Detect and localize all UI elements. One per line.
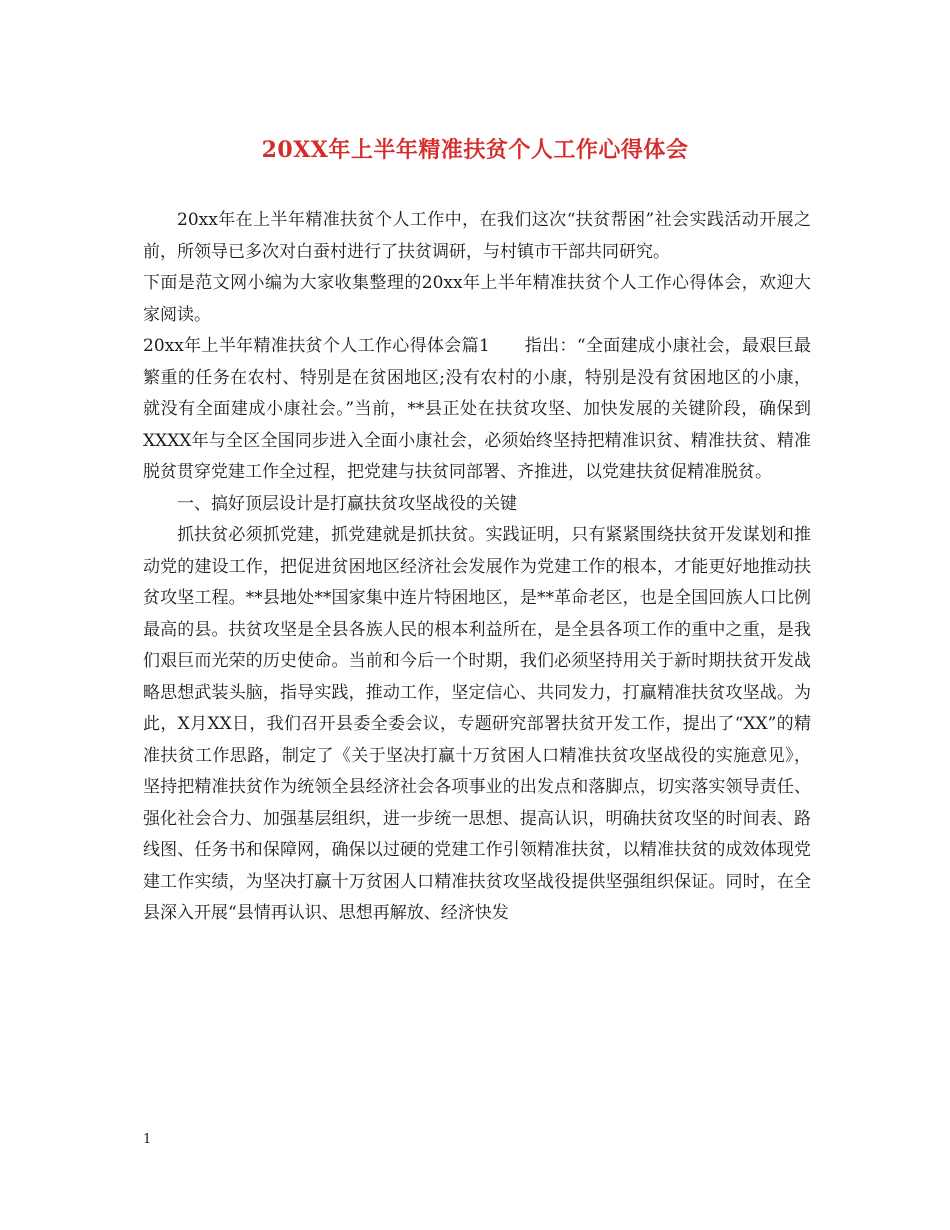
document-title: 20XX年上半年精准扶贫个人工作心得体会 [261,137,689,163]
document-body [143,205,811,930]
section-heading: 一、搞好顶层设计是打赢扶贫攻坚战役的关键 [177,493,517,514]
paragraph-article-opening: 20xx年上半年精准扶贫个人工作心得体会篇1 指出：“全面建成小康社会，最艰巨最繁重的任务在农村、特别是在贫困地区;没有农村的小康，特别是没有贫困地区的小康，就没有全面建成小康社会。”当前，**县正处在扶贫攻坚、加快发展的关键阶段，确保到XXXX年与全区全国同步进入全面小康社会，必须始终坚持把精准识贫、精准扶贫、精准脱贫贯穿党建工作全过程，把党建与扶贫同部署、齐推进，以党建扶贫促精准脱贫。 [143,336,811,482]
paragraph-editor-note: 下面是范文网小编为大家收集整理的20xx年上半年精准扶贫个人工作心得体会，欢迎大家阅读。 [143,273,811,325]
paragraph-intro: 20xx年在上半年精准扶贫个人工作中，在我们这次“扶贫帮困”社会实践活动开展之前，所领导已多次对白蚕村进行了扶贫调研，与村镇市干部共同研究。 [143,210,811,262]
page-number: 1 [143,1132,152,1147]
paragraph-body: 抓扶贫必须抓党建，抓党建就是抓扶贫。实践证明，只有紧紧围绕扶贫开发谋划和推动党的建设工作，把促进贫困地区经济社会发展作为党建工作的根本，才能更好地推动扶贫攻坚工程。**县地处**国家集中连片特困地区，是**革命老区，也是全国回族人口比例最高的县。扶贫攻坚是全县各族人民的根本利益所在，是全县各项工作的重中之重，是我们艰巨而光荣的历史使命。当前和今后一个时期，我们必须坚持用关于新时期扶贫开发战略思想武装头脑，指导实践，推动工作，坚定信心、共同发力，打赢精准扶贫攻坚战。为此，X月XX日，我们召开县委全委会议，专题研究部署扶贫开发工作，提出了“XX”的精准扶贫工作思路，制定了《关于坚决打赢十万贫困人口精准扶贫攻坚战役的实施意见》，坚持把精准扶贫作为统领全县经济社会各项事业的出发点和落脚点，切实落实领导责任、强化社会合力、加强基层组织，进一步统一思想、提高认识，明确扶贫攻坚的时间表、路线图、任务书和保障网，确保以过硬的党建工作引领精准扶贫，以精准扶贫的成效体现党建工作实绩，为坚决打赢十万贫困人口精准扶贫攻坚战役提供坚强组织保证。同时，在全县深入开展“县情再认识、思想再解放、经济快发 [143,525,811,923]
